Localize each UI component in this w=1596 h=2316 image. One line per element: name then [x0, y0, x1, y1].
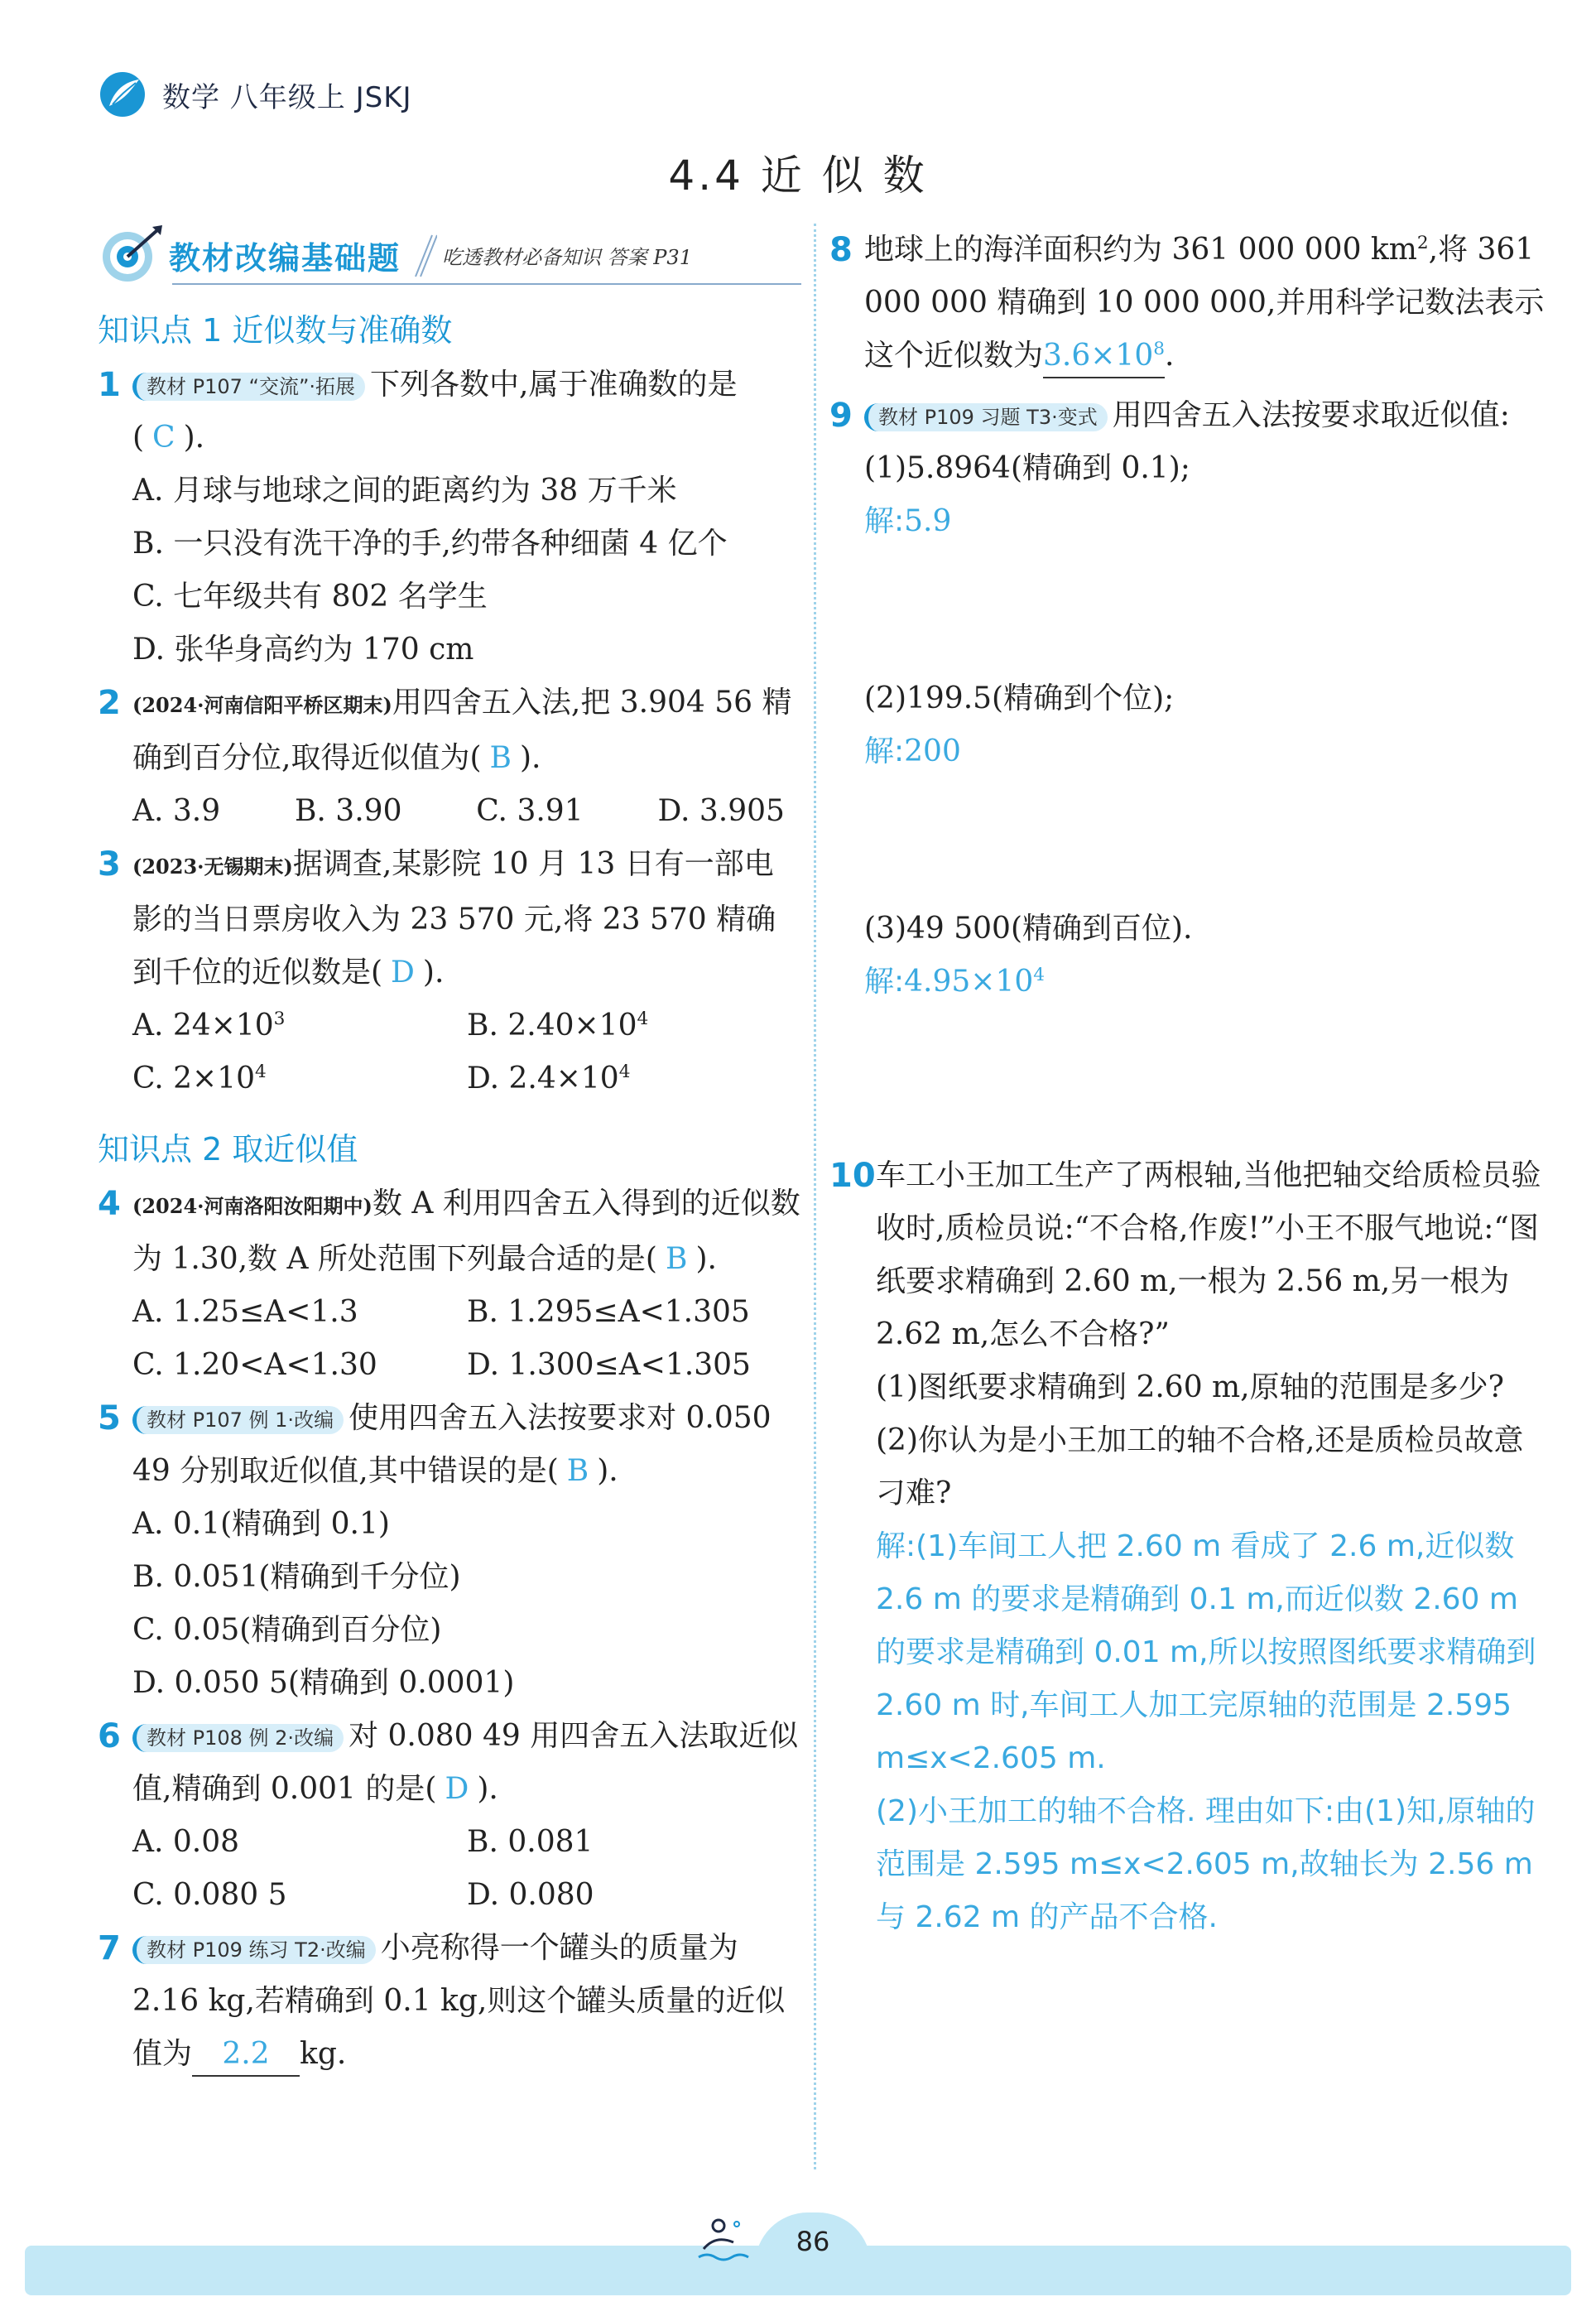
answer-blank: $3.6\times 10^8$ — [1043, 335, 1165, 378]
question-stem: 据调查,某影院 10 月 13 日有一部电影的当日票房收入为 23 570 元,将 23 570 精确到千位的近似数是( — [132, 847, 776, 989]
stem-end: ). — [422, 956, 445, 989]
page-header — [98, 70, 412, 119]
stem-end: ). — [519, 741, 541, 775]
banner-subtitle: 吃透教材必备知识 答案 P31 — [442, 245, 692, 269]
option-b: B. 1.295≤A<1.305 — [467, 1295, 750, 1329]
banner-underline — [172, 283, 801, 285]
banner-title: 教材改编基础题 — [169, 239, 401, 277]
knowledge-point-1: 知识点 1 近似数与准确数 — [98, 312, 453, 349]
question-stem: 下列各数中,属于准确数的是( — [132, 368, 738, 455]
option-b: B. 0.081 — [467, 1825, 594, 1859]
source-tag: 教材 P108 例 2·改编 — [132, 1724, 344, 1752]
leaf-logo-icon — [98, 70, 147, 119]
solution-1: 解:5.9 — [864, 504, 952, 538]
swimmer-icon — [694, 2209, 752, 2267]
question-stem: 用四舍五入法,把 3.904 56 精确到百分位,取得近似值为( — [132, 686, 792, 775]
answer: B — [489, 741, 512, 775]
option-d: D. 0.050 5(精确到 0.0001) — [132, 1666, 515, 1700]
option-b: B. 一只没有洗干净的手,约带各种细菌 4 亿个 — [132, 527, 728, 561]
question-stem: 使用四舍五入法按要求对 0.050 49 分别取近似值,其中错误的是( — [132, 1401, 772, 1488]
source-tag: 教材 P109 习题 T3·变式 — [864, 403, 1108, 431]
option-c: C. 1.20<A<1.30 — [132, 1348, 377, 1382]
question-number: 4 — [98, 1185, 121, 1223]
question-stem: 用四舍五入法按要求取近似值: — [1112, 398, 1510, 432]
option-a: A. $24\times 10^3$ — [132, 1009, 286, 1042]
question-7 — [98, 1922, 801, 2081]
question-number: 9 — [829, 397, 853, 435]
question-number: 10 — [829, 1157, 876, 1195]
option-d: D. 1.300≤A<1.305 — [467, 1348, 751, 1382]
stem-end: ). — [597, 1454, 618, 1488]
sub-question-2: (2)199.5(精确到个位); — [864, 681, 1175, 715]
question-number: 1 — [98, 366, 121, 404]
spacer — [864, 548, 1550, 672]
knowledge-point-2: 知识点 2 取近似值 — [98, 1131, 358, 1168]
options-row — [132, 785, 801, 838]
option-c: C. 3.91 — [476, 794, 584, 828]
option-c: C. 七年级共有 802 名学生 — [132, 580, 488, 614]
column-divider — [814, 224, 816, 2169]
question-4 — [98, 1177, 801, 1392]
question-stem: 地球上的海洋面积约为 361 000 000 $km^2$,将 361 000 000 精确到 10 000 000,并用科学记数法表示这个近似数为 — [864, 233, 1545, 373]
question-1 — [98, 359, 801, 677]
header-title: 数学 八年级上 JSKJ — [162, 80, 412, 114]
question-6 — [98, 1710, 801, 1922]
question-5 — [98, 1392, 801, 1710]
answer: D — [445, 1772, 469, 1806]
section-banner — [98, 224, 801, 286]
slash-decoration-icon — [412, 230, 437, 280]
option-c: C. 0.080 5 — [132, 1878, 287, 1912]
stem-end: kg. — [300, 2037, 347, 2071]
question-stem: 小亮称得一个罐头的质量为 2.16 kg,若精确到 0.1 kg,则这个罐头质量的近似值为 — [132, 1931, 786, 2071]
option-d: D. $2.4\times 10^4$ — [467, 1062, 631, 1095]
options-grid — [132, 1816, 801, 1922]
solution-3: 解$:4.95\times 10^4$ — [864, 965, 1046, 999]
option-d: D. 0.080 — [467, 1878, 594, 1912]
source-tag: 教材 P109 练习 T2·改编 — [132, 1936, 376, 1964]
question-10 — [829, 1149, 1550, 1944]
answer: B — [566, 1454, 589, 1488]
stem-end: ). — [695, 1242, 717, 1276]
question-number: 5 — [98, 1399, 121, 1437]
option-a: A. 0.08 — [132, 1825, 240, 1859]
options-grid — [132, 999, 801, 1105]
stem-end: ). — [183, 421, 205, 455]
question-8 — [829, 224, 1550, 383]
option-a: A. 1.25≤A<1.3 — [132, 1295, 358, 1329]
option-d: D. 张华身高约为 170 cm — [132, 633, 474, 667]
answer: C — [152, 421, 175, 455]
source-tag: 教材 P107 “交流”·拓展 — [132, 373, 365, 401]
stem-end: ). — [477, 1772, 498, 1806]
sub-question-3: (3)49 500(精确到百位). — [864, 912, 1193, 946]
source-tag: 教材 P107 例 1·改编 — [132, 1406, 344, 1434]
question-3 — [98, 838, 801, 1105]
stem-end: . — [1165, 339, 1175, 373]
question-number: 7 — [98, 1929, 121, 1967]
solution-2: 解:200 — [864, 734, 961, 768]
option-d: D. 3.905 — [657, 794, 785, 828]
source-label: (2023·无锡期末) — [132, 855, 293, 879]
answer-blank: 2.2 — [192, 2034, 300, 2077]
answer: D — [391, 956, 415, 989]
question-2 — [98, 677, 801, 838]
right-column — [829, 224, 1550, 1944]
sub-question-1: (1)图纸要求精确到 2.60 m,原轴的范围是多少? — [876, 1370, 1504, 1404]
option-b: B. 0.051(精确到千分位) — [132, 1560, 461, 1594]
option-b: B. 3.90 — [294, 794, 402, 828]
question-number: 8 — [829, 231, 853, 269]
question-stem: 数 A 利用四舍五入得到的近似数为 1.30,数 A 所处范围下列最合适的是( — [132, 1187, 800, 1276]
target-arrow-icon — [98, 224, 164, 286]
option-c: C. $2\times 10^4$ — [132, 1062, 267, 1095]
option-b: B. $2.40\times 10^4$ — [467, 1009, 649, 1042]
option-a: A. 月球与地球之间的距离约为 38 万千米 — [132, 474, 677, 508]
solution-1: 解:(1)车间工人把 2.60 m 看成了 2.6 m,近似数 2.6 m 的要求是精确到 0.1 m,而近似数 2.60 m 的要求是精确到 0.01 m,所以按照图纸要求精确到 2.60 m 时,车间工人加工完原轴的范围是 2.595 m≤x<2.605 m. — [876, 1529, 1536, 1775]
page-number: 86 — [755, 2212, 871, 2265]
option-a: A. 0.1(精确到 0.1) — [132, 1507, 390, 1541]
options-grid — [132, 1286, 801, 1392]
answer: B — [665, 1242, 688, 1276]
question-stem: 对 0.080 49 用四舍五入法取近似值,精确到 0.001 的是( — [132, 1719, 799, 1806]
spacer — [864, 778, 1550, 903]
sub-question-2: (2)你认为是小王加工的轴不合格,还是质检员故意刁难? — [876, 1423, 1524, 1510]
question-number: 2 — [98, 684, 121, 722]
question-number: 6 — [98, 1717, 121, 1755]
spacer — [829, 1009, 1550, 1149]
source-label: (2024·河南信阳平桥区期末) — [132, 693, 392, 717]
question-9 — [829, 389, 1550, 1009]
option-c: C. 0.05(精确到百分位) — [132, 1613, 442, 1647]
sub-question-1: (1)5.8964(精确到 0.1); — [864, 451, 1190, 485]
question-number: 3 — [98, 845, 121, 884]
left-column — [98, 224, 801, 2081]
source-label: (2024·河南洛阳汝阳期中) — [132, 1194, 373, 1218]
section-title: 4.4 近 似 数 — [668, 152, 928, 200]
question-stem: 车工小王加工生产了两根轴,当他把轴交给质检员验收时,质检员说:“不合格,作废!”小王不服气地说:“图纸要求精确到 2.60 m,一根为 2.56 m,另一根为 2.62 m,怎么不合格?” — [876, 1158, 1541, 1351]
option-a: A. 3.9 — [132, 794, 221, 828]
solution-2: (2)小王加工的轴不合格. 理由如下:由(1)知,原轴的范围是 2.595 m≤x<2.605 m,故轴长为 2.56 m 与 2.62 m 的产品不合格. — [876, 1794, 1536, 1934]
